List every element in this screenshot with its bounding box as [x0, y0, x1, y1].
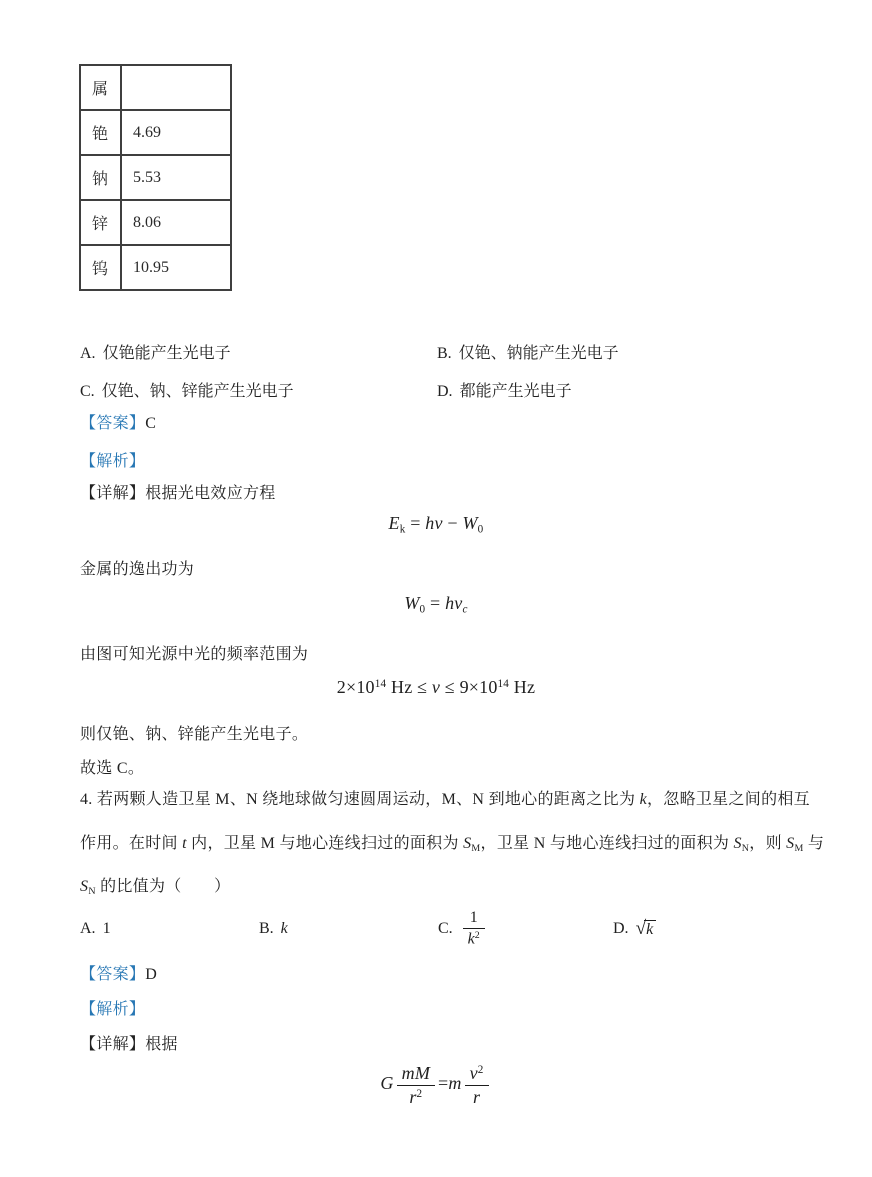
analysis-tag: 【解析】 — [80, 453, 146, 470]
option-text: 仅铯、钠、锌能产生光电子 — [101, 383, 294, 400]
option-label: D. — [437, 383, 453, 400]
option-label: B. — [259, 920, 274, 937]
answer-tag: 【答案】 — [80, 966, 146, 983]
q3-options-row-2 — [80, 378, 792, 400]
table-row — [80, 200, 231, 245]
detail-tag: 【详解】 — [80, 1036, 146, 1053]
gravitation-equation — [0, 1063, 872, 1107]
q3-frequency-line: 由图可知光源中光的频率范围为 — [80, 646, 309, 663]
work-function-table — [79, 64, 232, 291]
satellite-mass: m — [448, 1073, 462, 1094]
table-row — [80, 155, 231, 200]
analysis-tag: 【解析】 — [80, 1001, 146, 1018]
q3-work-function-line: 金属的逸出功为 — [80, 561, 195, 578]
radical-sign: √ — [635, 918, 647, 939]
answer-value: C — [145, 415, 157, 432]
q3-analysis-line — [80, 448, 792, 471]
q4-analysis-line — [80, 996, 792, 1019]
q4-option-c — [438, 903, 488, 955]
table-cell-value: 8.06 — [121, 200, 231, 245]
fraction-one-over-k-squared — [463, 909, 485, 949]
option-label: A. — [80, 920, 96, 937]
q3-option-d — [437, 378, 572, 401]
q3-option-c — [80, 378, 294, 401]
detail-tag: 【详解】 — [80, 485, 146, 502]
table-cell-metal: 钨 — [80, 245, 121, 290]
option-label: A. — [80, 345, 96, 362]
sqrt-k-expression — [636, 918, 657, 940]
q4-stem-line-1: 4. 若两颗人造卫星 M、N 绕地球做匀速圆周运动，M、N 到地心的距离之比为 k，忽略卫星之间的相互 — [80, 791, 810, 808]
option-text: 仅铯、钠能产生光电子 — [458, 345, 619, 362]
table-row — [80, 245, 231, 290]
q4-stem-line-2: 作用。在时间 t 内，卫星 M 与地心连线扫过的面积为 $S_M$，卫星 N 与地心连线扫过的面积为 $S_N$，则 $S_M$ 与 — [80, 835, 825, 854]
fraction-numerator: 1 — [463, 909, 485, 929]
q3-option-a — [80, 340, 231, 363]
frequency-range-equation: $2\times 10^{14}$ $Hz \le \nu \le 9\times 10^{14}$ Hz — [336, 677, 536, 697]
detail-text: 根据光电效应方程 — [145, 485, 276, 502]
q3-answer-line — [80, 410, 792, 433]
option-value: 1 — [102, 920, 111, 937]
answer-value: D — [145, 966, 158, 983]
option-value: k — [280, 920, 288, 937]
option-label: C. — [80, 383, 95, 400]
gravitation-constant: G — [380, 1073, 394, 1094]
detail-text: 根据 — [145, 1036, 178, 1053]
fraction-v-squared-over-r — [465, 1063, 489, 1107]
table-cell-metal: 钠 — [80, 155, 121, 200]
q4-option-d — [613, 903, 656, 955]
table-row — [80, 65, 231, 110]
q4-stem-line-3: $S_N$ 的比值为（ ） — [80, 878, 231, 897]
fraction-denominator: $k^2$ — [467, 930, 480, 948]
q4-detail-line — [80, 1031, 792, 1054]
q3-final-choice-line: 故选 C。 — [80, 760, 145, 777]
q4-option-b — [259, 903, 288, 955]
q3-options-row-1 — [80, 340, 792, 362]
table-cell-value — [121, 65, 231, 110]
table-cell-metal: 铯 — [80, 110, 121, 155]
equals-sign: = — [438, 1073, 449, 1094]
option-text: 仅铯能产生光电子 — [102, 345, 231, 362]
table-cell-value: 4.69 — [121, 110, 231, 155]
photoelectric-equation: $E_k = h\nu - W_0$ — [388, 513, 484, 536]
q4-option-a — [80, 903, 111, 955]
work-function-equation: $W_0 = h\nu_c$ — [404, 593, 468, 616]
fraction-numerator: mM — [397, 1063, 435, 1086]
q3-conclusion-line: 则仅铯、钠、锌能产生光电子。 — [80, 726, 309, 743]
table-cell-value: 10.95 — [121, 245, 231, 290]
fraction-mM-over-r-squared — [397, 1063, 435, 1107]
q3-option-b — [437, 340, 619, 363]
table-cell-value: 5.53 — [121, 155, 231, 200]
option-text: 都能产生光电子 — [459, 383, 572, 400]
q4-options-row — [80, 903, 832, 955]
fraction-denominator: r — [472, 1086, 481, 1107]
answer-tag: 【答案】 — [80, 415, 146, 432]
q3-detail-line — [80, 480, 792, 503]
table-row — [80, 110, 231, 155]
fraction-numerator: $v^2$ — [465, 1063, 489, 1086]
table-cell-metal: 锌 — [80, 200, 121, 245]
option-label: D. — [613, 920, 629, 937]
fraction-denominator: $r^2$ — [409, 1086, 423, 1107]
table-cell-metal: 属 — [80, 65, 121, 110]
q4-answer-line — [80, 961, 792, 984]
radicand: k — [644, 920, 656, 939]
option-label: B. — [437, 345, 452, 362]
option-label: C. — [438, 920, 453, 937]
